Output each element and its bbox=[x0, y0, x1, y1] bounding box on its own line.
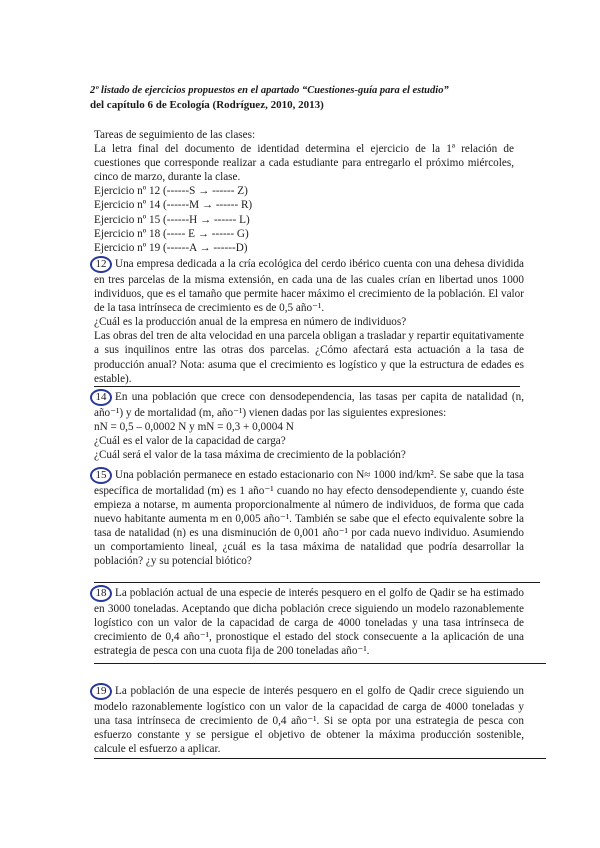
exercise-paragraph: Una empresa dedicada a la cría ecológica del cerdo ibérico cuenta con una dehesa dividida en tres parcelas de la misma extensión, en cada una de las cuales crían en libertad unos 1000 individuos, que es el tamaño que permite hacer máximo el crecimiento de la población. El valor de la tasa intrínseca de crecimiento es de 0,5 año⁻¹. bbox=[94, 258, 524, 315]
document-title-line-2: del capítulo 6 de Ecología (Rodríguez, 2010, 2013) bbox=[90, 99, 324, 111]
exercise-number-circle: 14 bbox=[90, 389, 112, 406]
exercise-number-circle: 18 bbox=[90, 585, 112, 602]
assignment-item: Ejercicio nº 14 (------M → ------ R) bbox=[94, 199, 253, 212]
exercise-question: ¿Cuál es el valor de la capacidad de carga? bbox=[94, 435, 286, 448]
assignment-item: Ejercicio nº 15 (------H → ------ L) bbox=[94, 213, 250, 226]
exercise-paragraph: En una población que crece con densodependencia, las tasas per capita de natalidad (n, año⁻¹) y de mortalidad (m, año⁻¹) vienen dadas por las siguientes expresiones: bbox=[94, 391, 524, 419]
document-title-line-1: 2º listado de ejercicios propuestos en el apartado “Cuestiones-guía para el estudio” bbox=[90, 85, 449, 96]
separator-line bbox=[94, 386, 520, 387]
exercise-equation: nN = 0,5 – 0,0002 N y mN = 0,3 + 0,0004 N bbox=[94, 421, 294, 434]
exercise-14 bbox=[94, 389, 524, 462]
assignment-item: Ejercicio nº 19 (------A → ------D) bbox=[94, 241, 248, 254]
exercise-19 bbox=[94, 683, 524, 756]
separator-line bbox=[94, 582, 540, 583]
exercise-question: ¿Cuál será el valor de la tasa máxima de crecimiento de la población? bbox=[94, 449, 406, 462]
exercise-number-circle: 15 bbox=[90, 467, 112, 484]
assignment-item: Ejercicio nº 12 (------S → ------ Z) bbox=[94, 185, 248, 198]
exercise-paragraph: Una población permanece en estado estacionario con N≈ 1000 ind/km². Se sabe que la tasa específica de mortalidad (m) es 1 año⁻¹ cuando no hay efecto densodependiente y, cuando éste empieza a notarse, m aumenta proporcionalmente al número de individuos, de forma que cada nuevo habitante aumenta m en 0,005 año⁻¹. También se sabe que el efecto equivalente sobre la tasa de natalidad (n) es una disminución de 0,001 año⁻¹ por cada nuevo individuo. Asumiendo un comportamiento lineal, ¿cuál es la tasa máxima de natalidad que podría desarrollar la población? ¿y su potencial biótico? bbox=[94, 469, 524, 568]
assignment-list bbox=[94, 184, 514, 254]
intro-heading: Tareas de seguimiento de las clases: bbox=[94, 129, 256, 141]
intro-section bbox=[94, 128, 514, 255]
assignment-item: Ejercicio nº 18 (----- E → ------ G) bbox=[94, 227, 249, 240]
exercise-number-circle: 19 bbox=[90, 683, 112, 700]
exercise-paragraph: La población de una especie de interés pesquero en el golfo de Qadir crece siguiendo un modelo razonablemente logístico con un valor de la capacidad de carga de 4000 toneladas y una tasa intrínseca de crecimiento de 0,4 año⁻¹. Si se opta por una estrategia de pesca con esfuerzo constante y se persigue el objetivo de obtener la máxima producción sostenible, calcule el esfuerzo a aplicar. bbox=[94, 685, 524, 756]
exercise-number-circle: 12 bbox=[90, 256, 112, 273]
exercise-paragraph: La población actual de una especie de interés pesquero en el golfo de Qadir se ha estimado en 3000 toneladas. Aceptando que dicha población crece siguiendo un modelo razonablemente logístico con un valor de la capacidad de carga de 4000 toneladas y una tasa intrínseca de crecimiento de 0,4 año⁻¹, pronostique el estado del stock consecuente a la aplicación de una estrategia de pesca con una cuota fija de 200 toneladas año⁻¹. bbox=[94, 587, 524, 658]
intro-paragraph: La letra final del documento de identidad determina el ejercicio de la 1ª relación de cuestiones que corresponde realizar a cada estudiante para entregarlo el próximo miércoles, cinco de marzo, durante la clase. bbox=[94, 143, 514, 184]
exercise-12 bbox=[94, 256, 524, 386]
exercise-18 bbox=[94, 585, 524, 658]
exercise-paragraph: Las obras del tren de alta velocidad en una parcela obligan a trasladar y repartir equitativamente a sus inquilinos entre las otras dos parcelas. ¿Cómo afectará esta actuación a la tasa de producción anual? Nota: asuma que el crecimiento es logístico y que la estructura de edades es estable). bbox=[94, 330, 524, 385]
exercise-15 bbox=[94, 467, 524, 569]
separator-line bbox=[94, 663, 546, 664]
exercise-question: ¿Cuál es la producción anual de la empresa en número de individuos? bbox=[94, 316, 407, 329]
separator-line bbox=[94, 758, 546, 759]
